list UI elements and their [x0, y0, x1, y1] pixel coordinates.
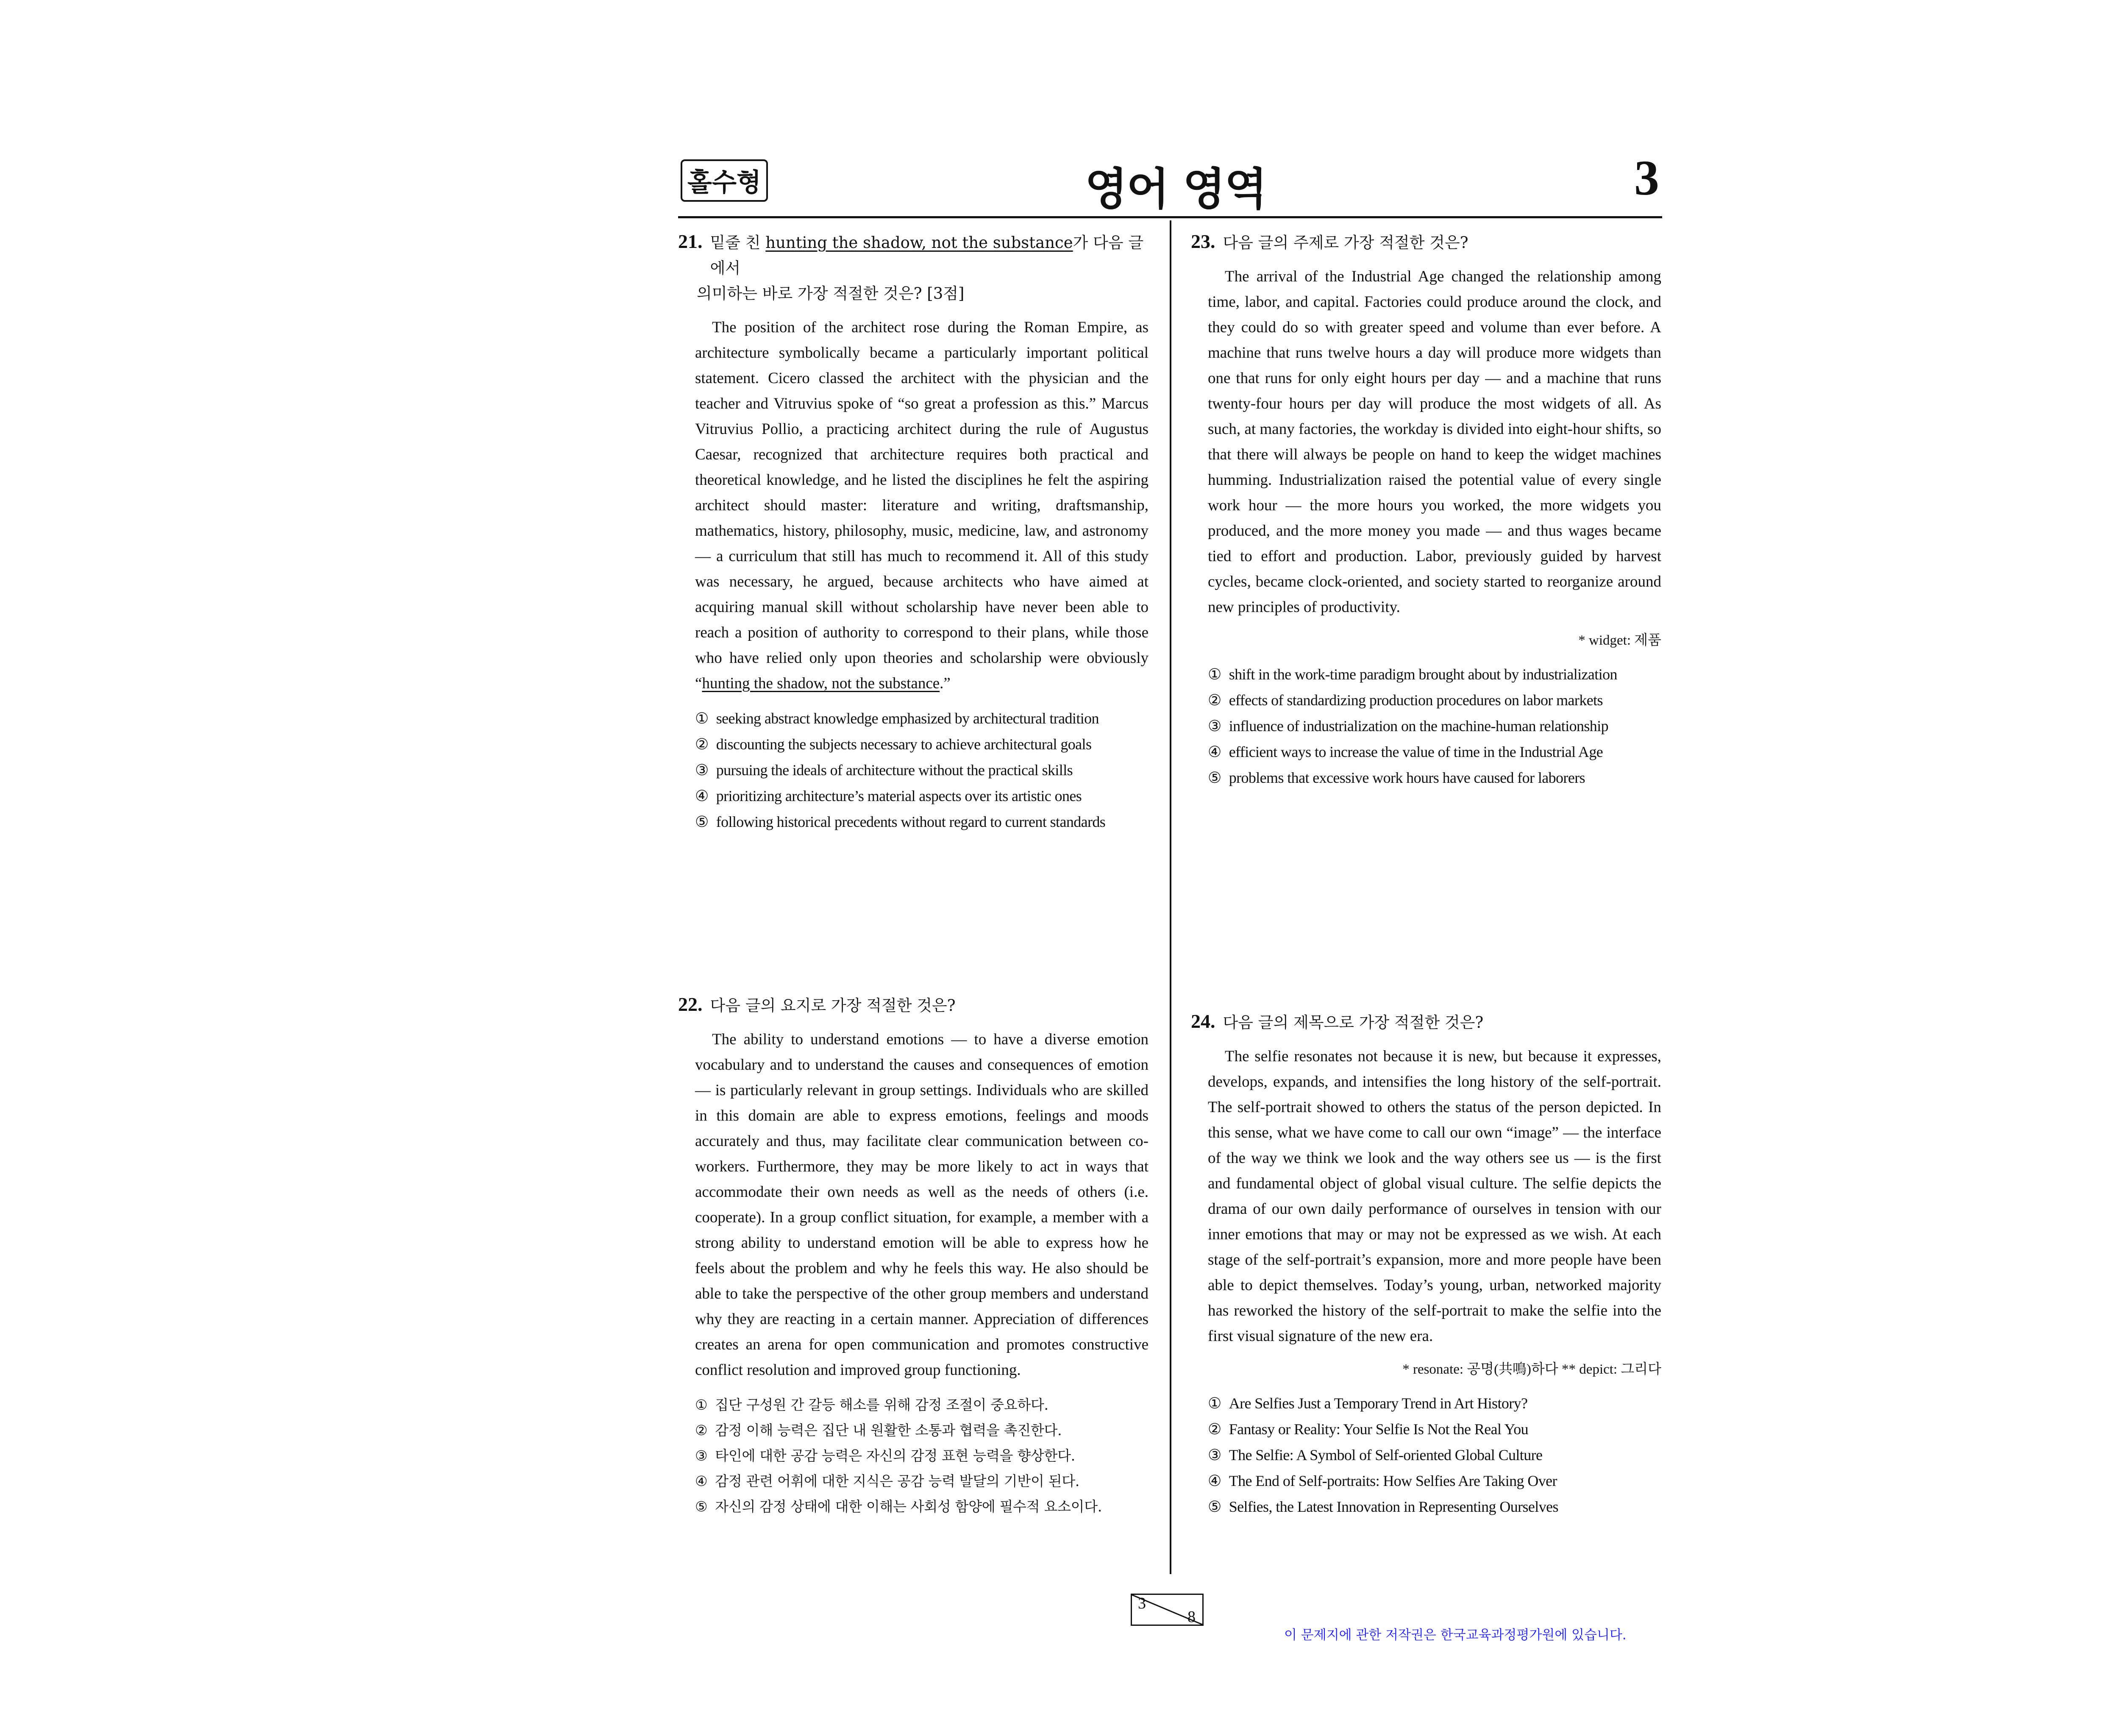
option-4[interactable]: ④ prioritizing architecture’s material aspects over its artistic ones	[695, 787, 1082, 805]
page-title: 영어 영역	[1085, 163, 1267, 215]
option-5[interactable]: ⑤ Selfies, the Latest Innovation in Representing Ourselves	[1208, 1498, 1558, 1516]
question-22-options	[678, 1392, 1148, 1519]
option-4[interactable]: ④ efficient ways to increase the value of time in the Industrial Age	[1208, 743, 1603, 761]
question-21	[678, 229, 1148, 835]
question-21-number: 21.	[678, 231, 703, 252]
question-22-header	[678, 992, 1148, 1018]
current-page: 3	[1138, 1594, 1146, 1612]
option-2[interactable]: ② discounting the subjects necessary to achieve architectural goals	[695, 736, 1092, 753]
option-2[interactable]: ② effects of standardizing production procedures on labor markets	[1208, 692, 1603, 709]
question-23	[1191, 229, 1661, 791]
question-21-options	[678, 706, 1148, 835]
question-21-passage: The position of the architect rose during the Roman Empire, as architecture symbolically became a particularly important political statement. Cicero classed the architect with the physician and the teacher and Vitruvius spoke of “so great a profession as this.” Marcus Vitruvius Pollio, a practicing architect during the rule of Augustus Caesar, recognized that architecture requires both practical and theoretical knowledge, and he listed the disciplines he felt the aspiring architect should master: literature and writing, draftsmanship, mathematics, history, philosophy, music, medicine, law, and astronomy — a curriculum that still has much to recommend it. All of this study was necessary, he argued, because architects who have aimed at acquiring manual skill without scholarship have never been able to reach a position of authority to correspond to their plans, while those who have relied only upon theories and scholarship were obviously “hunting the shadow, not the substance.”	[695, 319, 1148, 692]
question-24-stem: 다음 글의 제목으로 가장 적절한 것은?	[1223, 1013, 1484, 1032]
question-22	[678, 992, 1148, 1519]
option-3[interactable]: ③ The Selfie: A Symbol of Self-oriented Global Culture	[1208, 1447, 1543, 1464]
question-24-header	[1191, 1009, 1661, 1035]
column-divider	[1170, 220, 1171, 1574]
stem-underlined-phrase: hunting the shadow, not the substance	[765, 234, 1073, 252]
option-3[interactable]: ③ influence of industrialization on the machine-human relationship	[1208, 718, 1609, 735]
question-23-footnote: * widget: 제품	[1578, 633, 1661, 648]
question-23-stem: 다음 글의 주제로 가장 적절한 것은?	[1223, 234, 1468, 252]
question-21-stem: 밑줄 친 hunting the shadow, not the substance가 다음 글에서	[710, 234, 1144, 277]
question-24-footnote: * resonate: 공명(共鳴)하다 ** depict: 그리다	[1402, 1362, 1661, 1377]
total-pages: 8	[1187, 1608, 1196, 1626]
question-23-options	[1191, 662, 1661, 791]
header-page-number: 3	[1634, 150, 1659, 206]
page-indicator	[1131, 1594, 1204, 1626]
question-23-header	[1191, 229, 1661, 256]
question-23-number: 23.	[1191, 231, 1215, 252]
copyright-notice: 이 문제지에 관한 저작권은 한국교육과정평가원에 있습니다.	[1284, 1628, 1627, 1643]
question-21-header	[678, 229, 1148, 281]
header-divider	[678, 216, 1662, 218]
question-22-number: 22.	[678, 993, 703, 1015]
option-1[interactable]: ① 집단 구성원 간 갈등 해소를 위해 감정 조절이 중요하다.	[695, 1397, 1048, 1413]
option-5[interactable]: ⑤ 자신의 감정 상태에 대한 이해는 사회성 함양에 필수적 요소이다.	[695, 1498, 1102, 1515]
passage-underlined-phrase: hunting the shadow, not the substance	[702, 675, 940, 692]
option-1[interactable]: ① seeking abstract knowledge emphasized by architectural tradition	[695, 710, 1099, 727]
question-22-stem: 다음 글의 요지로 가장 적절한 것은?	[710, 996, 956, 1015]
option-3[interactable]: ③ pursuing the ideals of architecture without the practical skills	[695, 762, 1073, 779]
option-1[interactable]: ① shift in the work-time paradigm brought about by industrialization	[1208, 666, 1617, 683]
question-23-passage: The arrival of the Industrial Age changed the relationship among time, labor, and capital. Factories could produce around the clock, and they could do so with greater speed and volume than ever before. A machine that runs twelve hours a day will produce more widgets than one that runs for only eight hours per day — and a machine that runs twenty-four hours per day will produce the most widgets of all. As such, at many factories, the workday is divided into eight-hour shifts, so that there will always be people on hand to keep the widget machines humming. Industrialization raised the potential value of every single work hour — the more hours you worked, the more widgets you produced, and the more money you made — and thus wages became tied to effort and production. Labor, previously guided by harvest cycles, became clock-oriented, and society started to reorganize around new principles of productivity.	[1208, 268, 1661, 616]
option-2[interactable]: ② 감정 이해 능력은 집단 내 원활한 소통과 협력을 촉진한다.	[695, 1422, 1062, 1438]
question-24-options	[1191, 1391, 1661, 1520]
option-3[interactable]: ③ 타인에 대한 공감 능력은 자신의 감정 표현 능력을 향상한다.	[695, 1447, 1075, 1464]
option-4[interactable]: ④ The End of Self-portraits: How Selfies Are Taking Over	[1208, 1472, 1557, 1490]
option-5[interactable]: ⑤ following historical precedents without regard to current standards	[695, 813, 1106, 831]
option-5[interactable]: ⑤ problems that excessive work hours have caused for laborers	[1208, 769, 1585, 787]
question-24-passage: The selfie resonates not because it is new, but because it expresses, develops, expands, and intensifies the long history of the self-portrait. The self-portrait showed to others the status of the person depicted. In this sense, what we have come to call our own “image” — the interface of the way we think we look and the way others see us — is the first and fundamental object of global visual culture. The selfie depicts the drama of our own daily performance of ourselves in tension with our inner emotions that may or may not be expressed as we wish. At each stage of the self-portrait’s expansion, more and more people have been able to depict themselves. Today’s young, urban, networked majority has reworked the history of the self-portrait to make the selfie into the first visual signature of the new era.	[1208, 1048, 1661, 1345]
option-4[interactable]: ④ 감정 관련 어휘에 대한 지식은 공감 능력 발달의 기반이 된다.	[695, 1473, 1080, 1489]
question-22-passage: The ability to understand emotions — to have a diverse emotion vocabulary and to understand the causes and consequences of emotion — is particularly relevant in group settings. Individuals who are skilled in this domain are able to express emotions, feelings and moods accurately and thus, may facilitate clear communication between co-workers. Furthermore, they may be more likely to act in ways that accommodate their own needs as well as the needs of others (i.e. cooperate). In a group conflict situation, for example, a member with a strong ability to understand emotion will be able to express how he feels about the problem and why he feels this way. He also should be able to take the perspective of the other group members and understand why they are reacting in a certain manner. Appreciation of differences creates an arena for open communication and promotes constructive conflict resolution and improved group functioning.	[695, 1031, 1148, 1379]
question-24-number: 24.	[1191, 1010, 1215, 1032]
question-21-stem-line2: 의미하는 바로 가장 적절한 것은? [3점]	[697, 284, 965, 303]
option-1[interactable]: ① Are Selfies Just a Temporary Trend in Art History?	[1208, 1395, 1528, 1412]
exam-type-badge: 홀수형	[681, 159, 768, 202]
option-2[interactable]: ② Fantasy or Reality: Your Selfie Is Not the Real You	[1208, 1421, 1529, 1438]
question-24	[1191, 1009, 1661, 1520]
